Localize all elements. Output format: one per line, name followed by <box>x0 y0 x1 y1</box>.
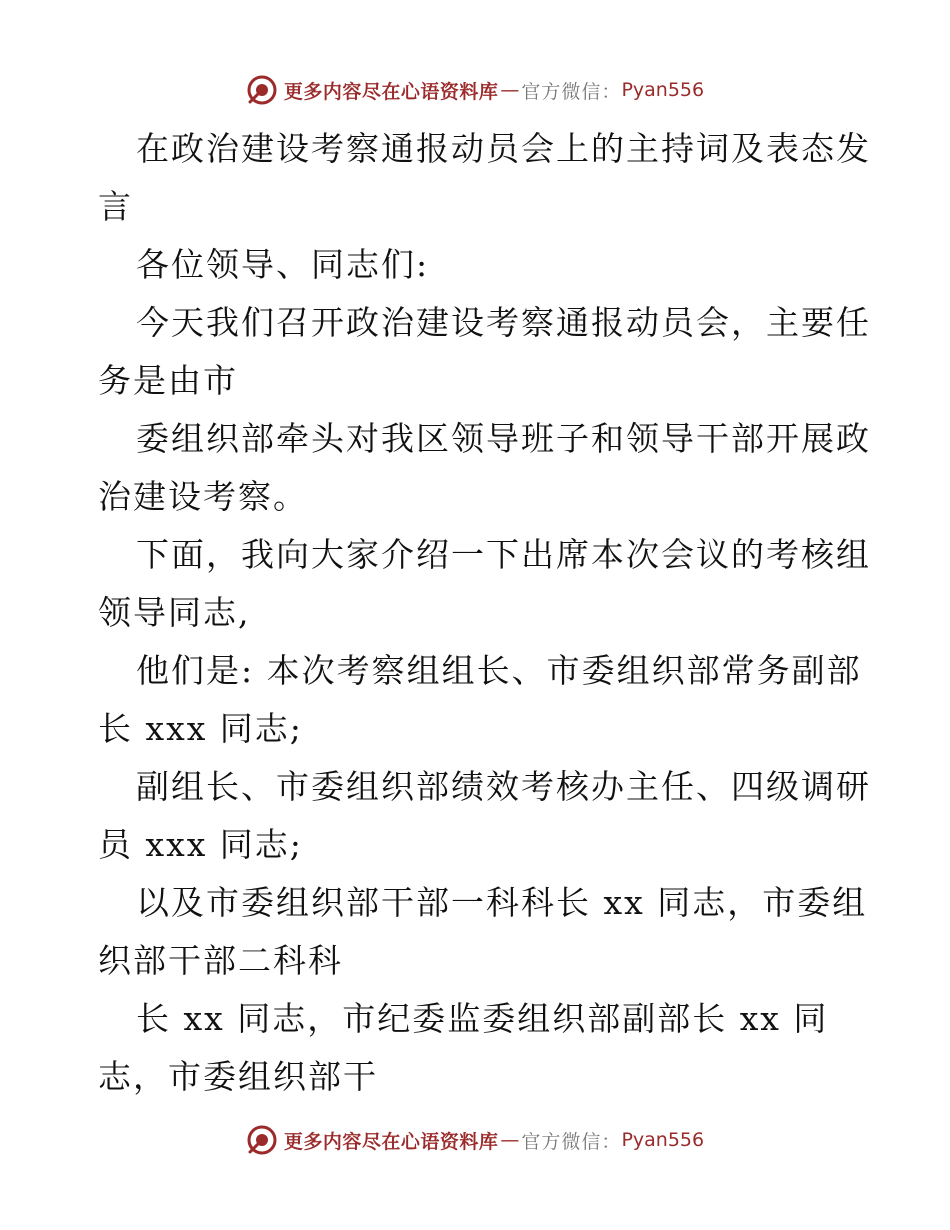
text-line: 副组长、市委组织部绩效考核办主任、四级调研 <box>136 767 871 806</box>
text-line: 长 xx 同志，市纪委监委组织部副部长 xx 同 <box>136 999 829 1038</box>
text-line: 下面，我向大家介绍一下出席本次会议的考核组 <box>136 535 871 574</box>
pen-logo-icon <box>246 74 278 106</box>
text-line: 在政治建设考察通报动员会上的主持词及表态发 <box>136 129 871 168</box>
header-watermark <box>0 70 950 110</box>
text-line: 长 xxx 同志; <box>98 709 303 748</box>
document-body <box>98 120 871 1106</box>
text-line: 以及市委组织部干部一科科长 xx 同志，市委组 <box>136 883 868 922</box>
watermark-brand: 更多内容尽在心语资料库 <box>283 1130 499 1153</box>
text-line: 员 xxx 同志; <box>98 825 303 864</box>
text-line: 他们是: 本次考察组组长、市委组织部常务副部 <box>136 651 862 690</box>
text-line: 治建设考察。 <box>98 477 308 516</box>
footer-watermark <box>0 1120 950 1160</box>
text-line: 志，市委组织部干 <box>98 1057 378 1096</box>
text-line: 各位领导、同志们: <box>136 245 430 284</box>
watermark-brand: 更多内容尽在心语资料库 <box>283 80 499 103</box>
text-line: 言 <box>98 187 133 226</box>
text-line: 领导同志, <box>98 593 251 632</box>
pen-logo-icon <box>246 1124 278 1156</box>
text-line: 务是由市 <box>98 361 238 400</box>
watermark-label: 官方微信： <box>521 80 622 103</box>
text-line: 织部干部二科科 <box>98 941 343 980</box>
watermark-id: Pyan556 <box>621 1129 705 1151</box>
text-line: 今天我们召开政治建设考察通报动员会，主要任 <box>136 303 871 342</box>
watermark-label: 官方微信： <box>521 1130 622 1153</box>
text-line: 委组织部牵头对我区领导班子和领导干部开展政 <box>136 419 871 458</box>
watermark-dash: — <box>500 79 520 101</box>
watermark-dash: — <box>500 1129 520 1151</box>
watermark-id: Pyan556 <box>621 79 705 101</box>
